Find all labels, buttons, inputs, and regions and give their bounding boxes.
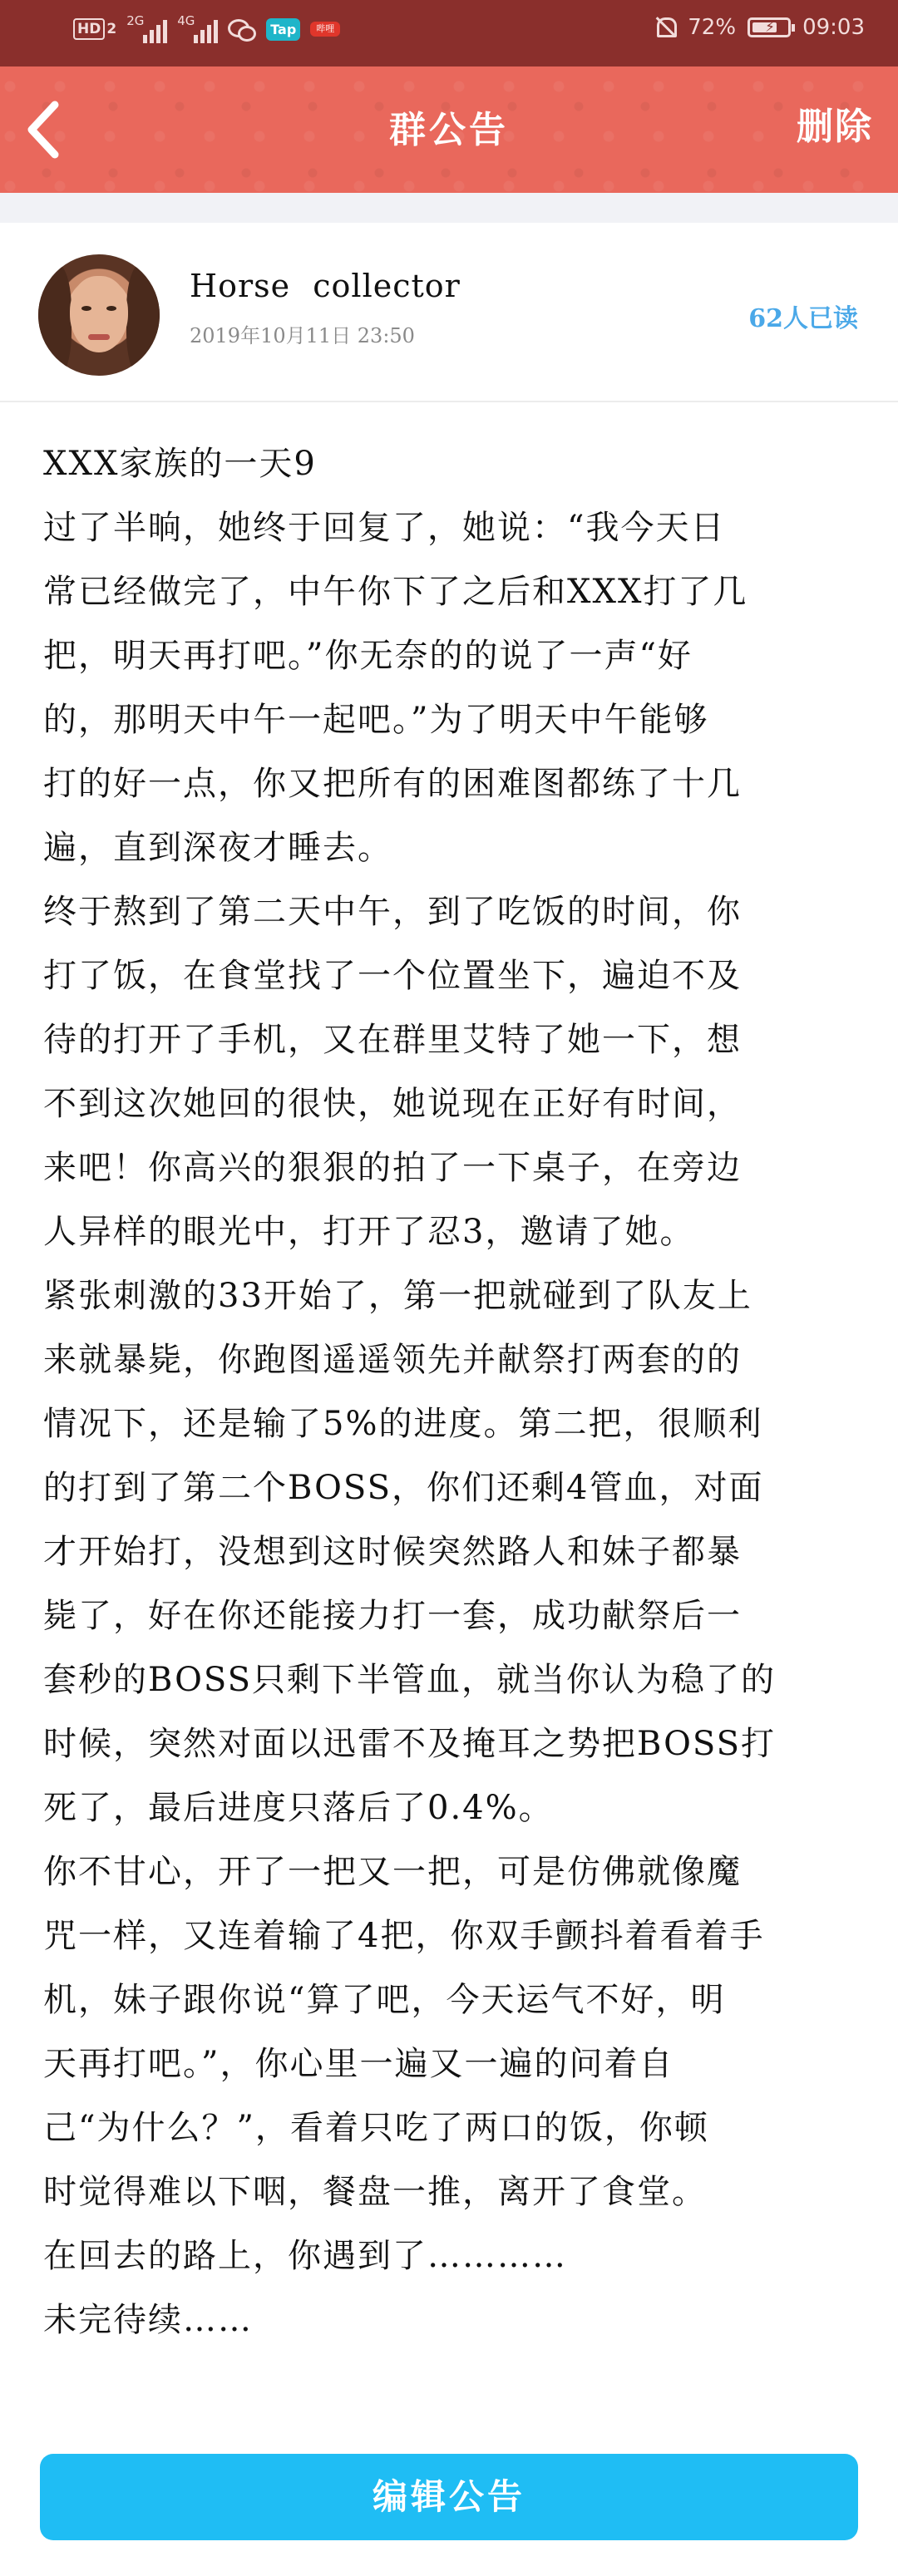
clock: 09:03 [802, 15, 865, 40]
wechat-icon [228, 17, 256, 41]
header-divider-band [0, 193, 898, 223]
announcement-line: 来就暴毙，你跑图遥遥领先并献祭打两套的的 [43, 1341, 742, 1379]
status-bar [0, 0, 898, 66]
hd-sub: 2 [106, 21, 117, 37]
announcement-line: 机，妹子跟你说“算了吧，今天运气不好，明 [43, 1981, 726, 2019]
announcement-line: 过了半晌，她终于回复了，她说：“我今天日 [43, 509, 726, 547]
announcement-line: XXX家族的一天9 [43, 445, 317, 483]
battery-icon [748, 17, 791, 37]
announcement-line: 套秒的BOSS只剩下半管血，就当你认为稳了的 [43, 1661, 777, 1699]
hd-label: HD [73, 18, 105, 40]
announcement-line: 未完待续…… [43, 2301, 253, 2339]
mute-bell-icon [654, 16, 676, 39]
status-right [654, 15, 865, 40]
announcement-line: 把，明天再打吧。”你无奈的的说了一声“好 [43, 637, 693, 675]
delete-button[interactable]: 删除 [797, 106, 873, 148]
sim2-gen-label: 4G [177, 13, 195, 28]
signal-sim1-icon [126, 15, 167, 43]
announcement-line: 时候，突然对面以迅雷不及掩耳之势把BOSS打 [43, 1725, 777, 1763]
author-header [0, 223, 898, 402]
announcement-line: 才开始打，没想到这时候突然路人和妹子都暴 [43, 1533, 742, 1571]
announcement-line: 的，那明天中午一起吧。”为了明天中午能够 [43, 701, 709, 739]
taptap-icon: Tap [266, 18, 300, 41]
announcement-line: 咒一样，又连着输了4把，你双手颤抖着看着手 [43, 1917, 765, 1955]
announcement-line: 在回去的路上，你遇到了………… [43, 2237, 567, 2275]
announcement-line: 时觉得难以下咽，餐盘一推，离开了食堂。 [43, 2173, 707, 2211]
announcement-line: 打的好一点，你又把所有的困难图都练了十几 [43, 765, 742, 803]
announcement-line: 终于熬到了第二天中午，到了吃饭的时间，你 [43, 893, 742, 931]
announcement-line: 打了饭，在食堂找了一个位置坐下，遍迫不及 [43, 957, 742, 995]
hd-voice-icon [73, 18, 116, 40]
announcement-line: 不到这次她回的很快，她说现在正好有时间， [43, 1085, 742, 1123]
announcement-body [43, 432, 866, 2352]
announcement-line: 你不甘心，开了一把又一把，可是仿佛就像魔 [43, 1853, 742, 1891]
bilibili-icon: 哔哩 [310, 22, 340, 37]
read-count-link[interactable]: 62人已读 [748, 304, 858, 333]
announcement-line: 遍，直到深夜才睡去。 [43, 829, 392, 867]
signal-sim2-icon [177, 15, 218, 43]
announcement-line: 待的打开了手机，又在群里艾特了她一下，想 [43, 1021, 742, 1059]
announcement-line: 天再打吧。”，你心里一遍又一遍的问着自 [43, 2045, 674, 2083]
post-time: 2019年10月11日 23:50 [190, 324, 415, 347]
announcement-line: 的打到了第二个BOSS，你们还剩4管血，对面 [43, 1469, 764, 1507]
announcement-line: 情况下，还是输了5%的进度。第二把，很顺利 [43, 1405, 763, 1443]
announcement-line: 己“为什么？”，看着只吃了两口的饭，你顿 [43, 2109, 709, 2147]
charging-bolt-icon: ⚡ [765, 19, 775, 36]
sim1-gen-label: 2G [126, 13, 145, 28]
author-name: Horse collector [190, 268, 461, 304]
title-bar [0, 66, 898, 193]
page-title: 群公告 [389, 109, 509, 151]
announcement-line: 紧张刺激的33开始了，第一把就碰到了队友上 [43, 1277, 752, 1315]
announcement-line: 死了，最后进度只落后了0.4%。 [43, 1789, 554, 1827]
status-left [73, 15, 340, 43]
announcement-line: 常已经做完了，中午你下了之后和XXX打了几 [43, 573, 748, 611]
edit-announcement-button[interactable]: 编辑公告 [40, 2454, 858, 2540]
announcement-line: 人异样的眼光中，打开了忍3，邀请了她。 [43, 1213, 695, 1251]
avatar[interactable] [38, 254, 160, 376]
battery-percent: 72% [688, 15, 737, 40]
announcement-line: 毙了，好在你还能接力打一套，成功献祭后一 [43, 1597, 742, 1635]
announcement-line: 来吧！你高兴的狠狠的拍了一下桌子，在旁边 [43, 1149, 742, 1187]
